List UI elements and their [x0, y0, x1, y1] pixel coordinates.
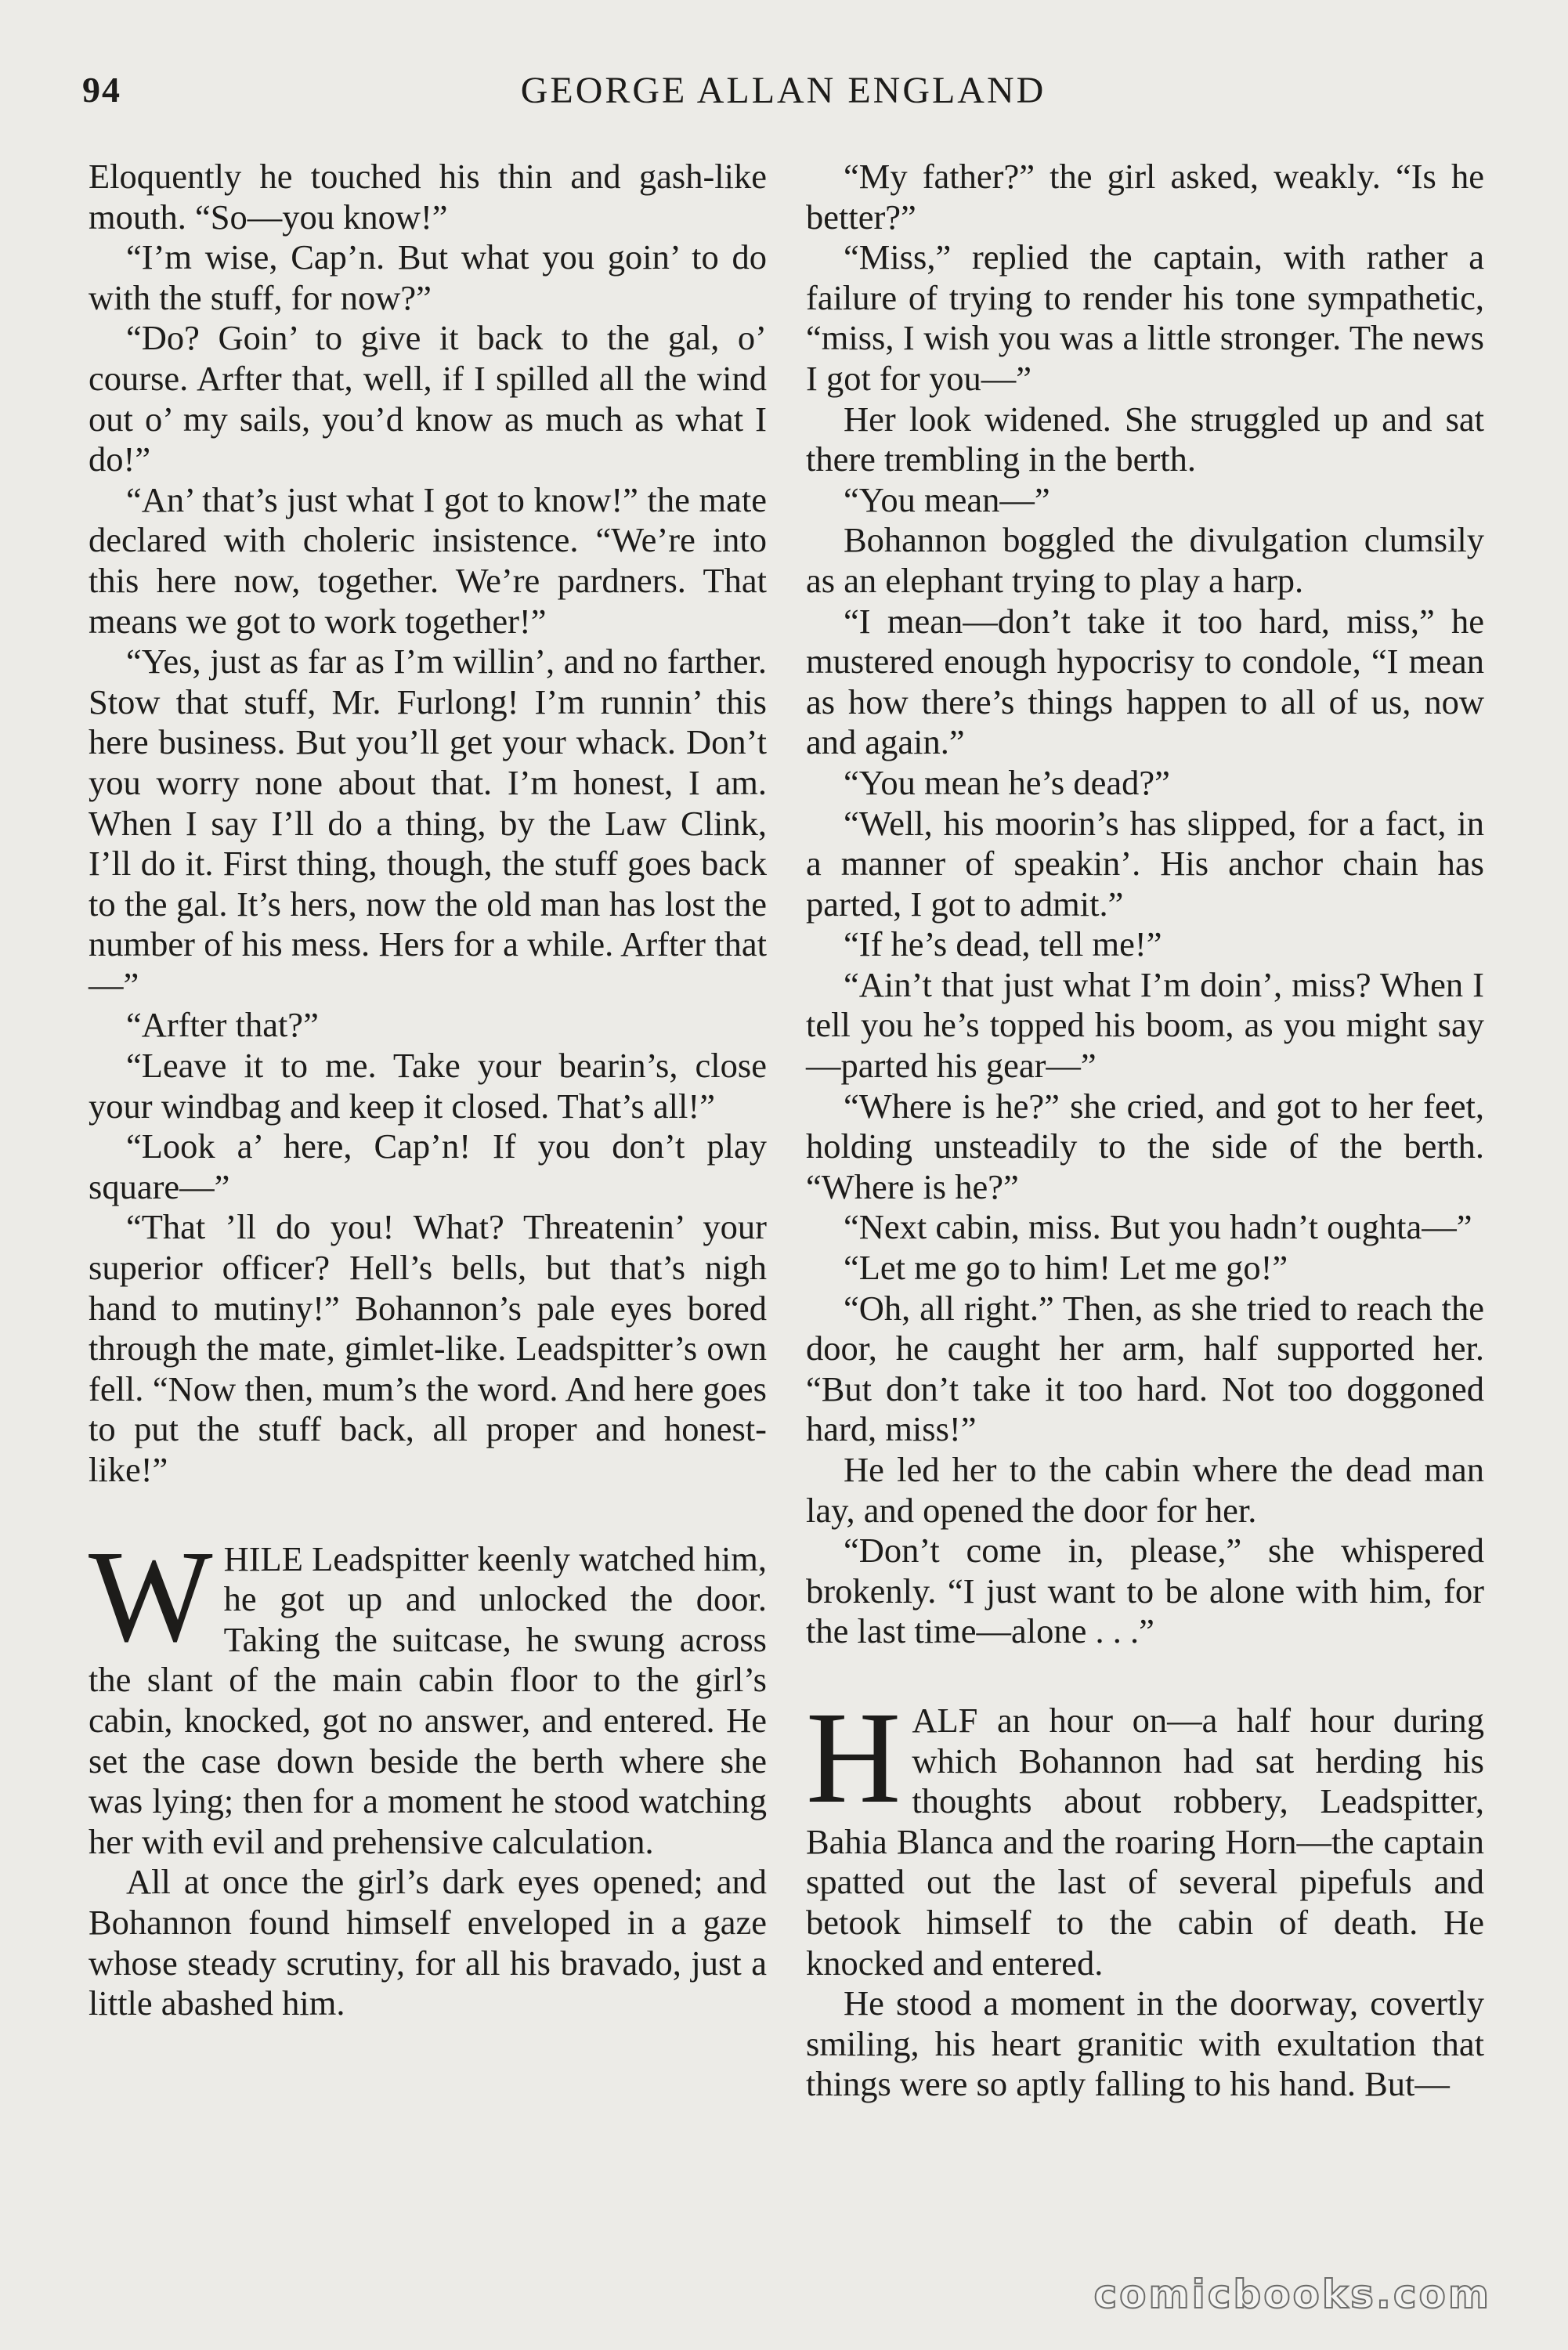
running-title: GEORGE ALLAN ENGLAND: [520, 70, 1046, 111]
paragraph: “That ’ll do you! What? Threatenin’ your superior officer? Hell’s bells, but that’s nigh hand to mutiny!” Bohannon’s pale eyes bored through the mate, gimlet-like. Leadspitter’s own fell. “Now then, mum’s the word. And here goes to put the stuff back, all proper and honest-like!”: [89, 1207, 767, 1489]
opening-text: HILE Leadspitter keenly watched him, he got up and unlocked the door. Taking the suitcase, he swung across the slant of the main cabin floor to the girl’s cabin, knocked, got no answer, and entered. He set the case down beside the berth where she was lying; then for a moment he stood watching her with evil and prehensive calculation.: [89, 1538, 767, 1861]
paragraph: “My father?” the girl asked, weakly. “Is he better?”: [806, 157, 1484, 237]
drop-cap: H: [806, 1684, 901, 1831]
paragraph: “Next cabin, miss. But you hadn’t oughta—”: [844, 1207, 1472, 1247]
paragraph: “Yes, just as far as I’m willin’, and no farther. Stow that stuff, Mr. Furlong! I’m runnin’ this here business. But you’ll get your whack. Don’t you worry none about that. I’m honest, I am. When I say I’ll do a thing, by the Law Clink, I’ll do it. First thing, though, the stuff goes back to the gal. It’s hers, now the old man has lost the number of his mess. Hers for a while. Arfter that—”: [89, 642, 767, 1004]
paragraph: “I mean—don’t take it too hard, miss,” he mustered enough hypocrisy to condole, “I mean as how there’s things happen to all of us, now and again.”: [806, 601, 1484, 762]
paragraph: He stood a moment in the doorway, covertly smiling, his heart granitic with exultation that things were so aptly falling to his hand. But—: [806, 1983, 1484, 2104]
page-header: [82, 69, 1484, 124]
paragraph: “If he’s dead, tell me!”: [844, 924, 1162, 964]
paragraph: “You mean he’s dead?”: [844, 762, 1170, 802]
paragraph: “Where is he?” she cried, and got to her feet, holding unsteadily to the side of the berth. “Where is he?”: [806, 1086, 1484, 1206]
opening-text: ALF an hour on—a half hour during which Bohannon had sat herding his thoughts about robbery, Leadspitter, Bahia Blanca and the roaring Horn—the captain spatted out the last of several pipefuls and betook himself to the cabin of death. He knocked and entered.: [806, 1700, 1484, 1983]
paragraph: “Let me go to him! Let me go!”: [844, 1248, 1288, 1288]
paragraph: “Oh, all right.” Then, as she tried to reach the door, he caught her arm, half supported her. “But don’t take it too hard. Not too doggoned hard, miss!”: [806, 1288, 1484, 1449]
paragraph: “An’ that’s just what I got to know!” the mate declared with choleric insistence. “We’re into this here now, together. We’re pardners. That means we got to work together!”: [89, 479, 767, 641]
paragraph: “Miss,” replied the captain, with rather a failure of trying to render his tone sympathetic, “miss, I wish you was a little stronger. The news I got for you—”: [806, 237, 1484, 398]
paragraph: “You mean—”: [844, 479, 1050, 519]
section-break: [806, 1684, 1484, 2105]
page-number: 94: [82, 70, 121, 110]
paragraph: “I’m wise, Cap’n. But what you goin’ to do with the stuff, for now?”: [89, 237, 767, 317]
section-opening-paragraph: [806, 1684, 1484, 1983]
paragraph: All at once the girl’s dark eyes opened; and Bohannon found himself enveloped in a gaze whose steady scrutiny, for all his bravado, just a little abashed him.: [89, 1862, 767, 2023]
paragraph: “Arfter that?”: [126, 1005, 319, 1045]
paragraph: “Well, his moorin’s has slipped, for a fact, in a manner of speakin’. His anchor chain has parted, I got to admit.”: [806, 803, 1484, 924]
right-column: [806, 157, 1484, 2105]
site-watermark: comicbooks.com: [1093, 2272, 1491, 2317]
paragraph: “Ain’t that just what I’m doin’, miss? When I tell you he’s topped his boom, as you might say—parted his gear—”: [806, 964, 1484, 1086]
paragraph: “Don’t come in, please,” she whispered brokenly. “I just want to be alone with him, for the last time—alone . . .”: [806, 1531, 1484, 1651]
paragraph: Bohannon boggled the divulgation clumsily as an elephant trying to play a harp.: [806, 520, 1484, 600]
paragraph: Her look widened. She struggled up and sat there trembling in the berth.: [806, 399, 1484, 479]
paragraph: Eloquently he touched his thin and gash-like mouth. “So—you know!”: [89, 157, 767, 237]
paragraph: “Look a’ here, Cap’n! If you don’t play square—”: [89, 1126, 767, 1206]
paragraph: “Leave it to me. Take your bearin’s, close your windbag and keep it closed. That’s all!”: [89, 1046, 767, 1126]
section-opening-paragraph: [89, 1523, 767, 1863]
drop-cap: W: [89, 1523, 213, 1669]
paragraph: “Do? Goin’ to give it back to the gal, o’ course. Arfter that, well, if I spilled all the wind out o’ my sails, you’d know as much as what I do!”: [89, 318, 767, 479]
paragraph: He led her to the cabin where the dead man lay, and opened the door for her.: [806, 1450, 1484, 1530]
section-break: [89, 1523, 767, 2024]
left-column: [89, 157, 767, 2024]
